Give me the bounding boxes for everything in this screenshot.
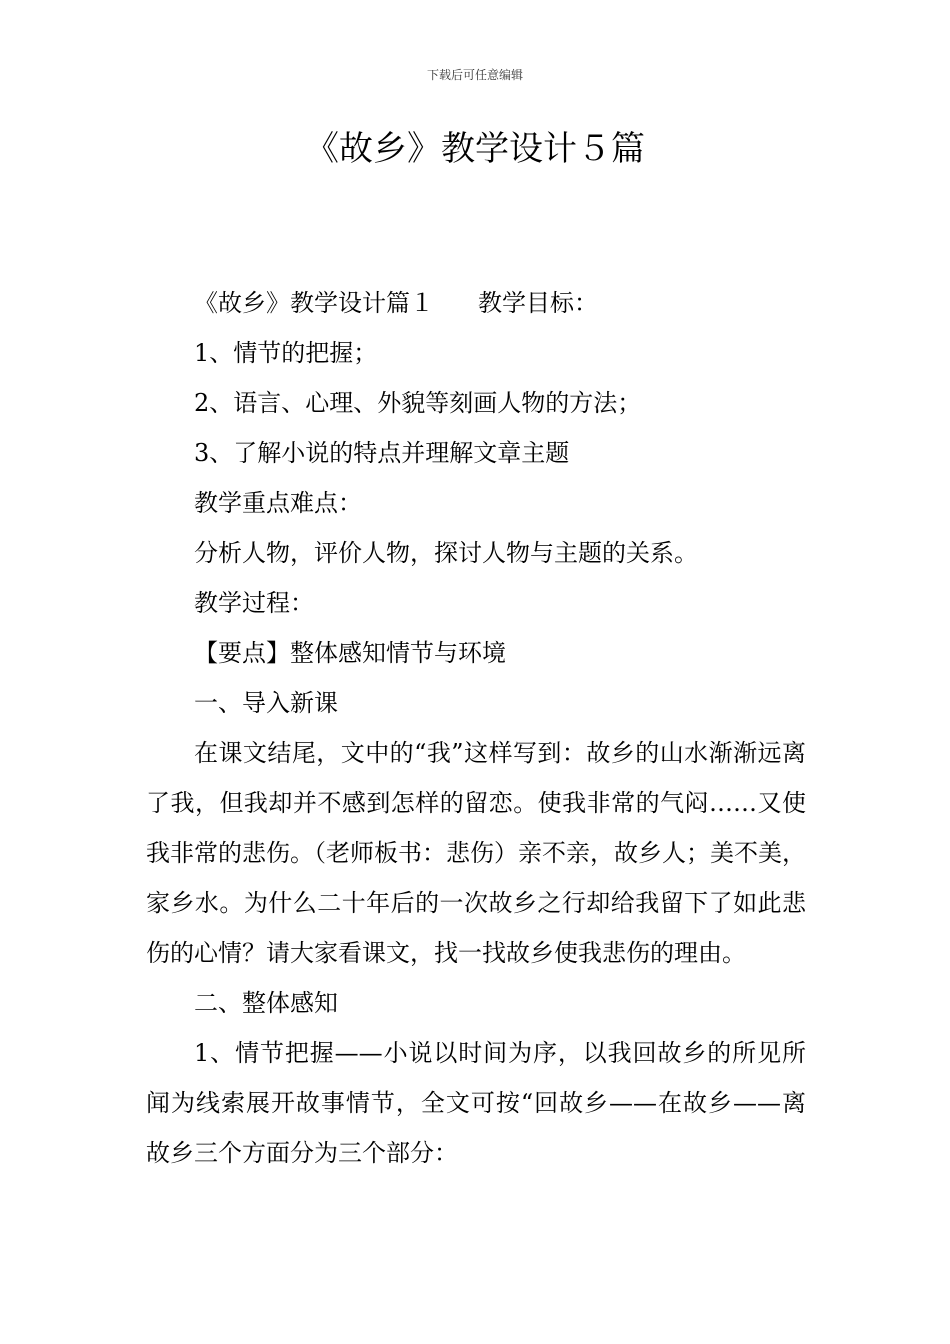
intro-line xyxy=(146,278,806,328)
paragraph-4: 教学重点难点： xyxy=(194,489,362,517)
paragraph-3: 3、了解小说的特点并理解文章主题 xyxy=(194,439,570,467)
document-title: 《故乡》教学设计５篇 xyxy=(305,129,645,169)
paragraph-5: 分析人物，评价人物，探讨人物与主题的关系。 xyxy=(194,539,698,567)
paragraph-6: 教学过程： xyxy=(194,589,314,617)
header-note: 下载后可任意编辑 xyxy=(426,68,523,82)
paragraph-11: 1、情节把握——小说以时间为序，以我回故乡的所见所闻为线索展开故事情节，全文可按“回故乡——在故乡——离故乡三个方面分为三个部分： xyxy=(146,1039,806,1167)
paragraph-9: 在课文结尾，文中的“我”这样写到：故乡的山水渐渐远离了我，但我却并不感到怎样的留恋。使我非常的气闷……又使我非常的悲伤。（老师板书：悲伤）亲不亲，故乡人；美不美，家乡水。为什么二十年后的一次故乡之行却给我留下了如此悲伤的心情？请大家看课文，找一找故乡使我悲伤的理由。 xyxy=(146,739,806,967)
paragraph-10: 二、整体感知 xyxy=(194,989,338,1017)
paragraph-1: 1、情节的把握； xyxy=(194,339,378,367)
section-heading: 《故乡》教学设计篇１ xyxy=(194,289,434,317)
paragraph-8: 一、导入新课 xyxy=(194,689,338,717)
document-body xyxy=(146,278,806,1178)
goals-heading: 教学目标： xyxy=(478,289,598,317)
paragraph-2: 2、语言、心理、外貌等刻画人物的方法； xyxy=(194,389,642,417)
paragraph-7: 【要点】整体感知情节与环境 xyxy=(194,639,506,667)
